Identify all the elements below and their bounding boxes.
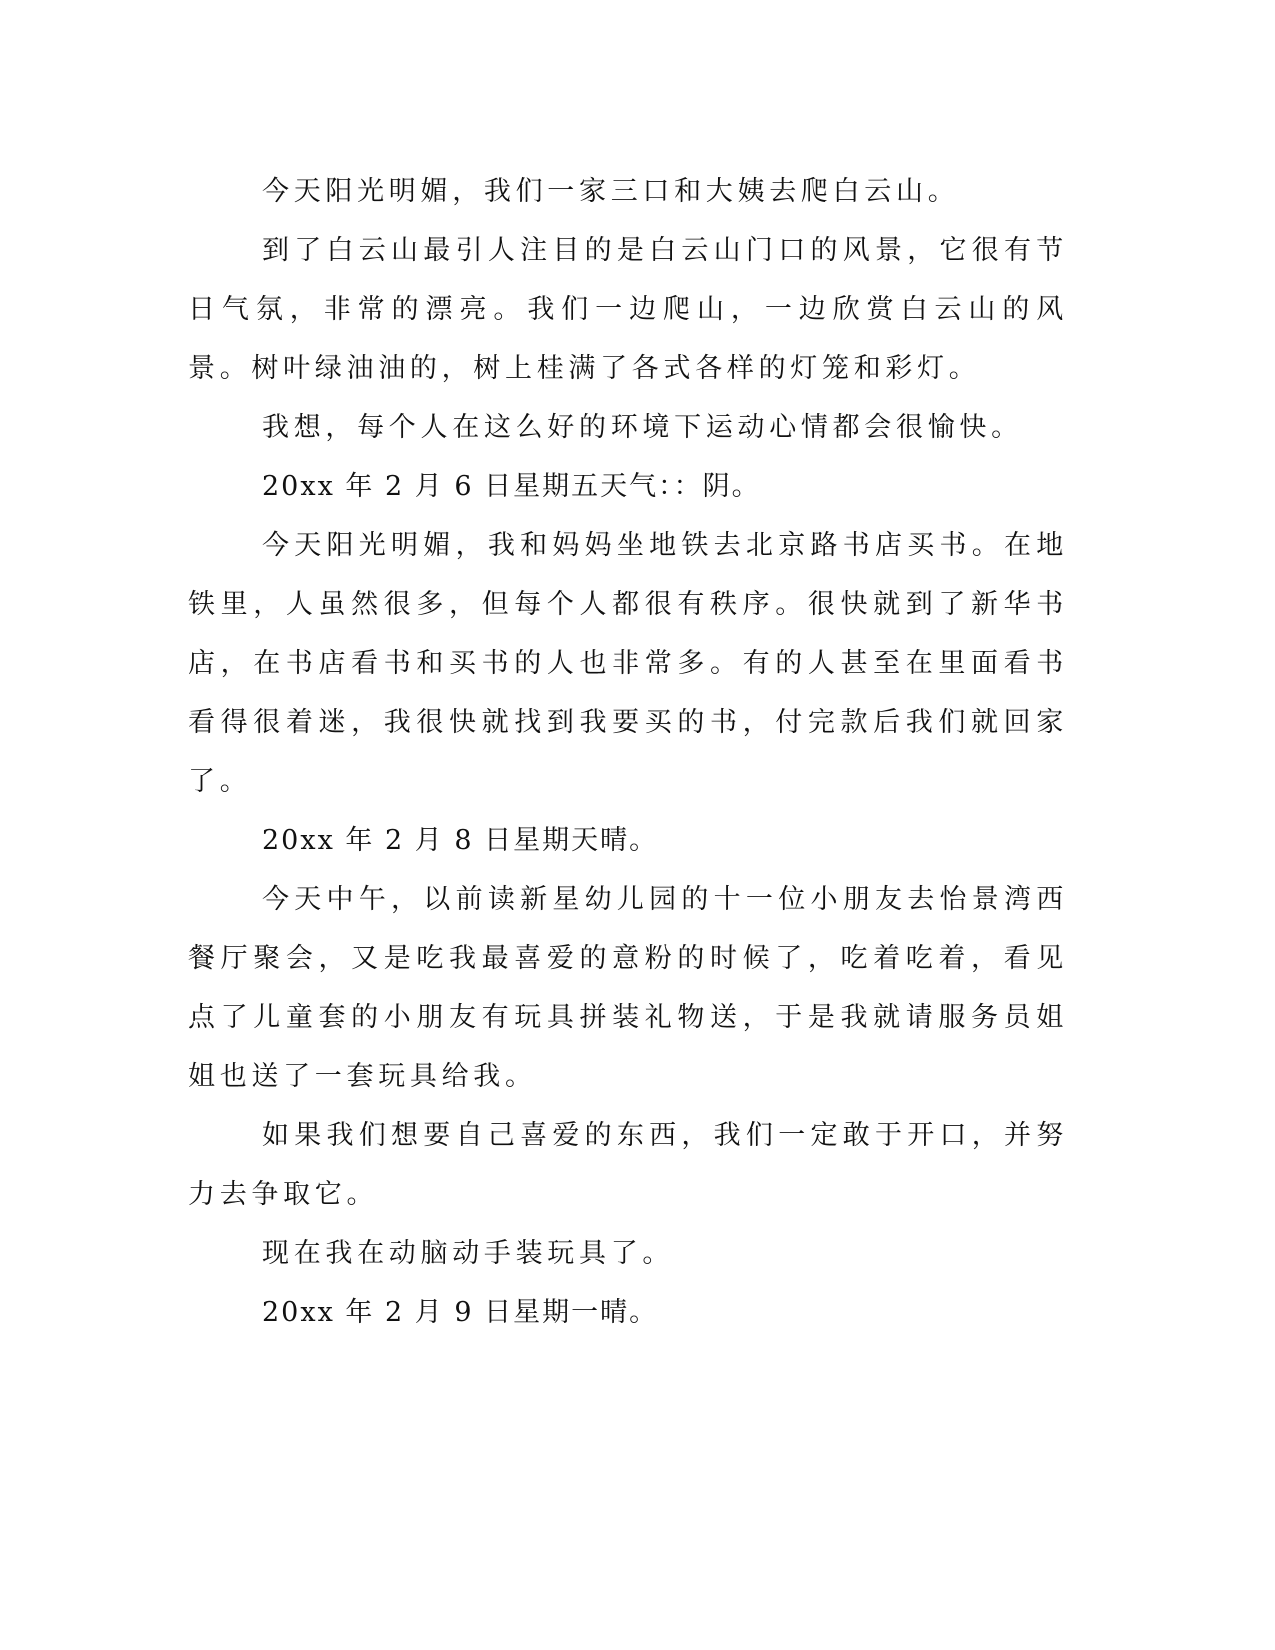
paragraph-lesson: 如果我们想要自己喜爱的东西，我们一定敢于开口，并努力去争取它。	[188, 1120, 1068, 1210]
paragraph-toy: 现在我在动脑动手装玩具了。	[262, 1238, 675, 1269]
document-body	[188, 162, 1068, 1342]
paragraph-feeling: 我想，每个人在这么好的环境下运动心情都会很愉快。	[262, 412, 1023, 443]
paragraph-restaurant: 今天中午，以前读新星幼儿园的十一位小朋友去怡景湾西餐厅聚会，又是吃我最喜爱的意粉的时候了，吃着吃着，看见点了儿童套的小朋友有玩具拼装礼物送，于是我就请服务员姐姐也送了一套玩具给我。	[188, 884, 1068, 1092]
date-line-feb-9: 20xx 年 2 月 9 日星期一晴。	[262, 1297, 659, 1328]
paragraph-baiyun-intro: 今天阳光明媚，我们一家三口和大姨去爬白云山。	[262, 176, 960, 207]
date-line-feb-6: 20xx 年 2 月 6 日星期五天气：：阴。	[262, 471, 761, 502]
paragraph-bookstore: 今天阳光明媚，我和妈妈坐地铁去北京路书店买书。在地铁里，人虽然很多，但每个人都很有秩序。很快就到了新华书店，在书店看书和买书的人也非常多。有的人甚至在里面看书看得很着迷，我很快就找到我要买的书，付完款后我们就回家了。	[188, 530, 1068, 797]
paragraph-baiyun-scenery: 到了白云山最引人注目的是白云山门口的风景，它很有节日气氛，非常的漂亮。我们一边爬山，一边欣赏白云山的风景。树叶绿油油的，树上桂满了各式各样的灯笼和彩灯。	[188, 235, 1068, 384]
date-line-feb-8: 20xx 年 2 月 8 日星期天晴。	[262, 825, 659, 856]
